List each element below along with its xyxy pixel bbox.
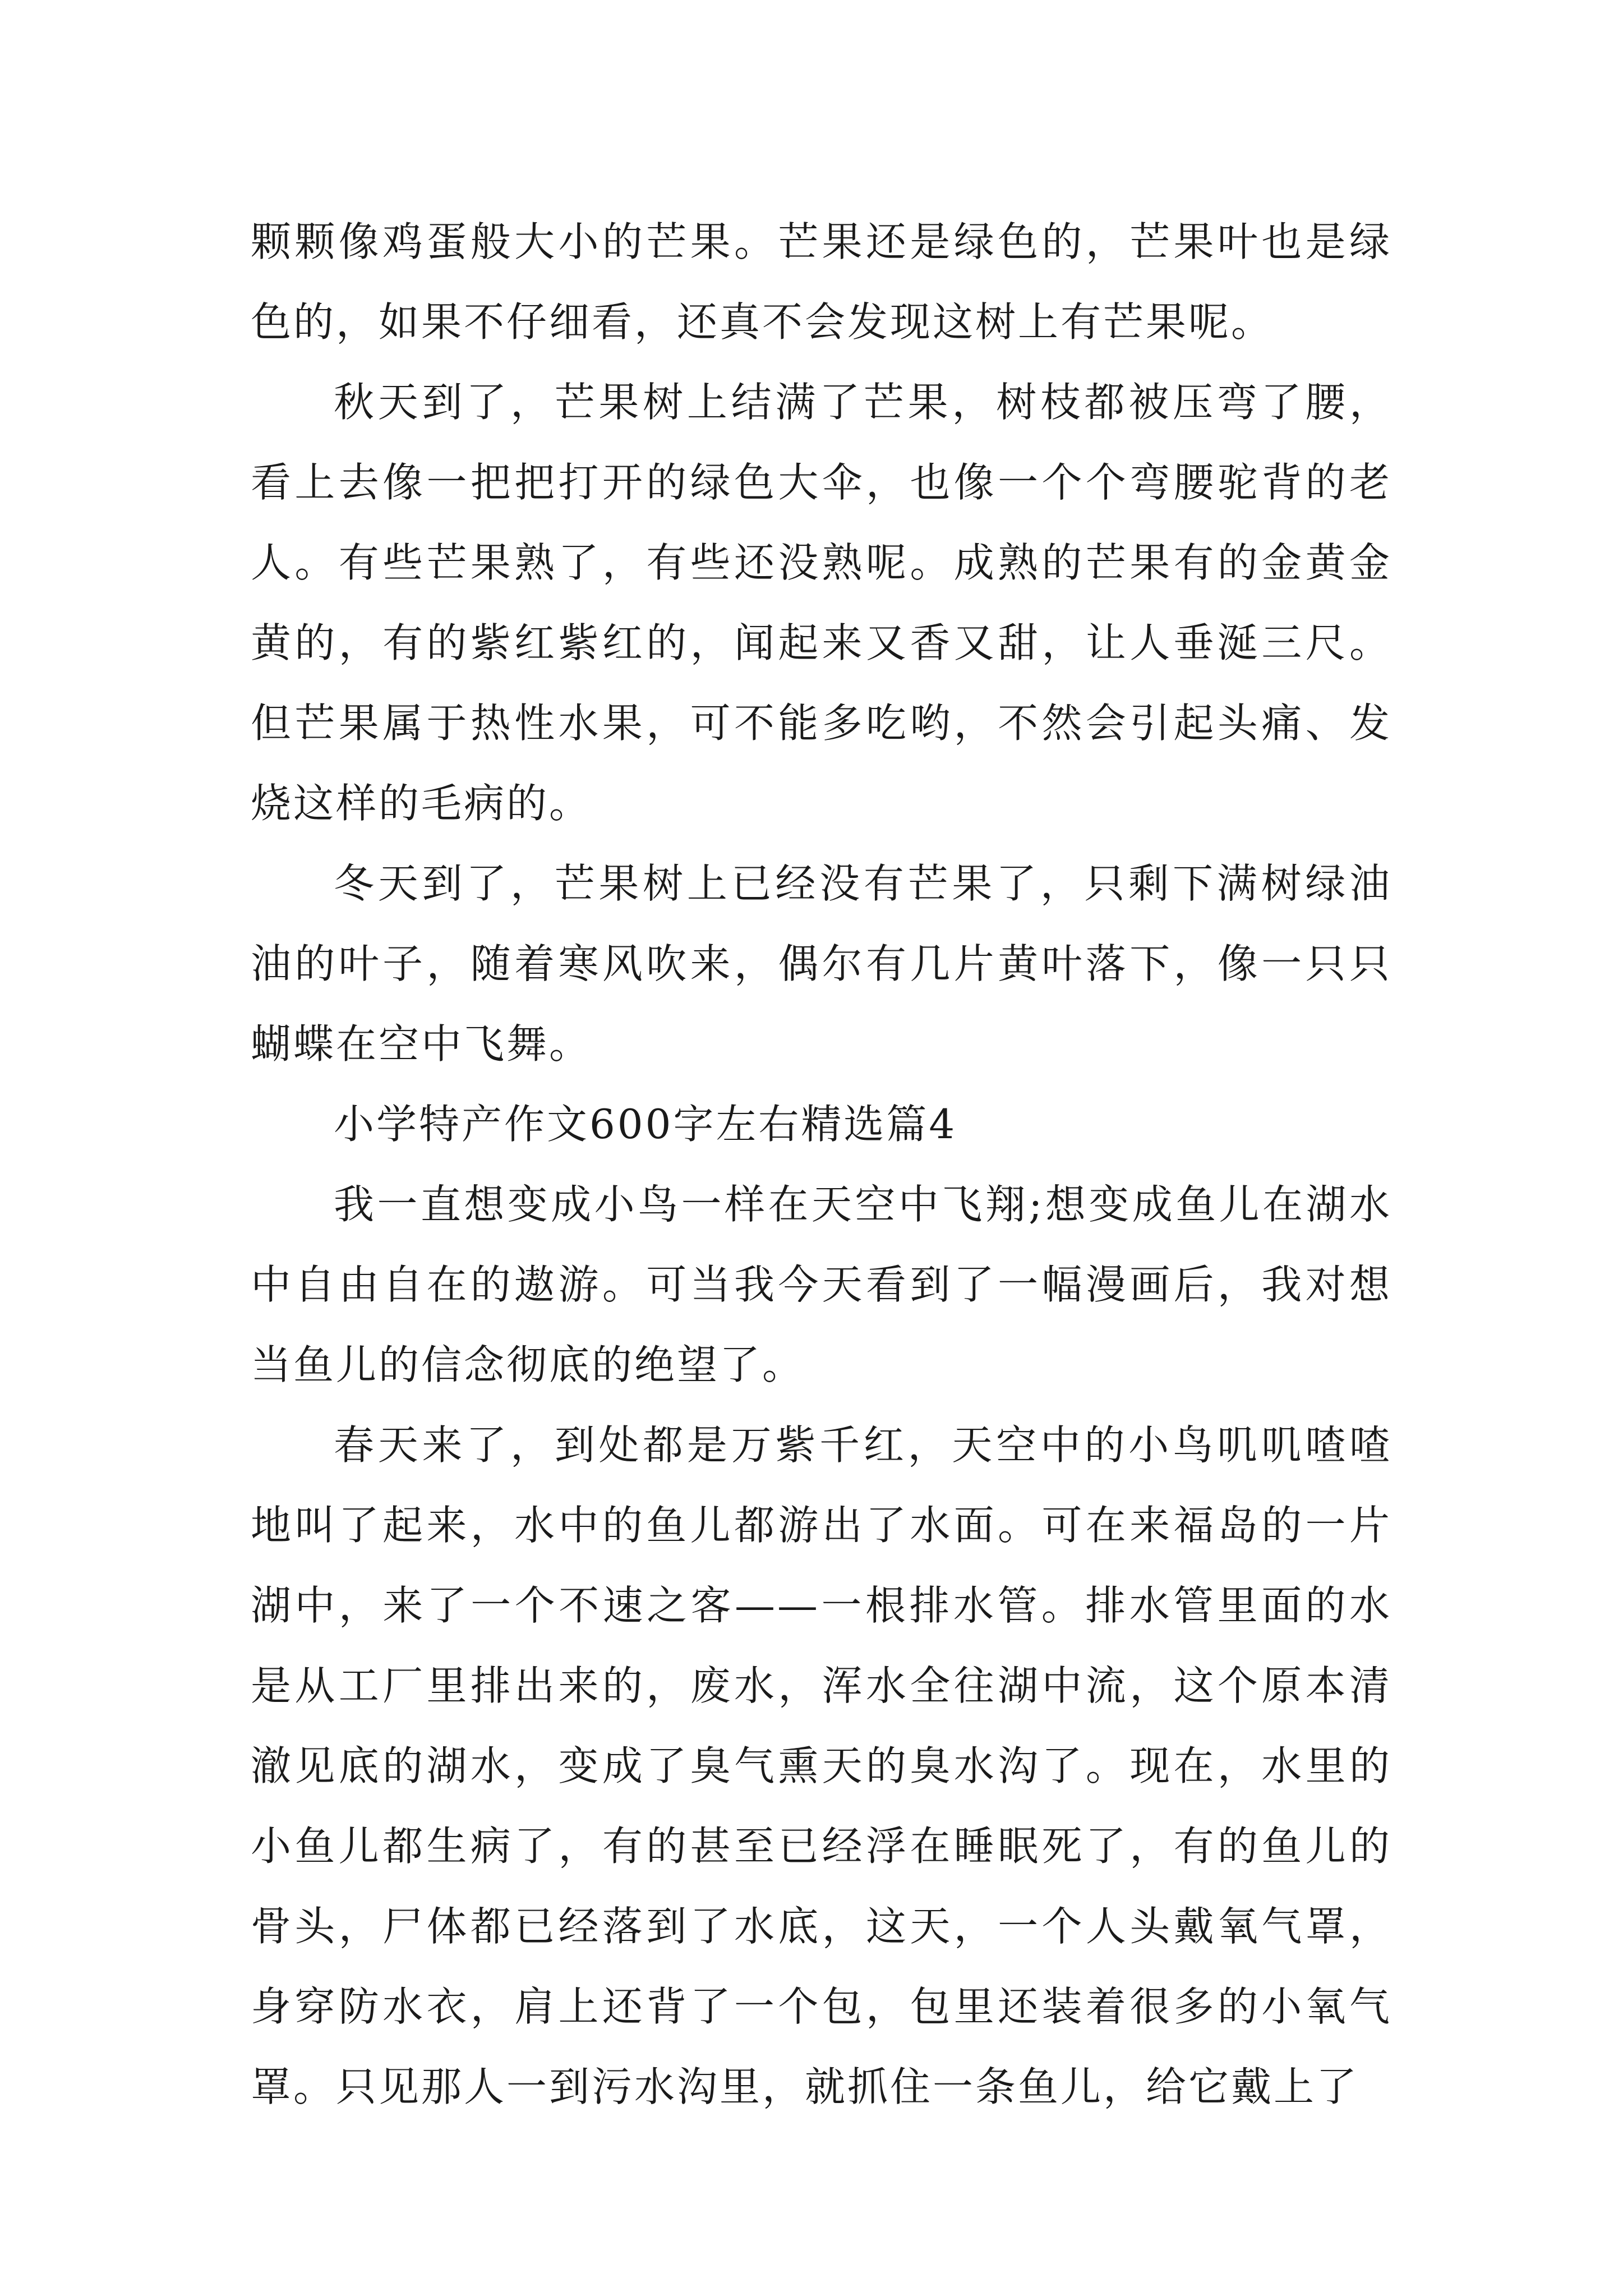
paragraph-polluted-lake: 春天来了，到处都是万紫千红，天空中的小鸟叽叽喳喳地叫了起来，水中的鱼儿都游出了水面。可在来福岛的一片湖中，来了一个不速之客——一根排水管。排水管里面的水是从工厂里排出来的，废水，浑水全往湖中流，这个原本清澈见底的湖水，变成了臭气熏天的臭水沟了。现在，水里的小鱼儿都生病了，有的甚至已经浮在睡眠死了，有的鱼儿的骨头，尸体都已经落到了水底，这天，一个人头戴氧气罩，身穿防水衣，肩上还背了一个包，包里还装着很多的小氧气罩。只见那人一到污水沟里，就抓住一条鱼儿，给它戴上了 xyxy=(251,1421,1392,2110)
paragraph-mango-winter: 冬天到了，芒果树上已经没有芒果了，只剩下满树绿油油的叶子，随着寒风吹来，偶尔有几片黄叶落下，像一只只蝴蝶在空中飞舞。 xyxy=(251,860,1392,1068)
section-heading: 小学特产作文600字左右精选篇4 xyxy=(334,1101,957,1148)
paragraph-mango-autumn: 秋天到了，芒果树上结满了芒果，树枝都被压弯了腰，看上去像一把把打开的绿色大伞，也像一个个弯腰驼背的老人。有些芒果熟了，有些还没熟呢。成熟的芒果有的金黄金黄的，有的紫红紫红的，闻起来又香又甜，让人垂涎三尺。但芒果属于热性水果，可不能多吃哟，不然会引起头痛、发烧这样的毛病的。 xyxy=(251,379,1392,827)
paragraph-mango-summer: 颗颗像鸡蛋般大小的芒果。芒果还是绿色的，芒果叶也是绿色的，如果不仔细看，还真不会发现这树上有芒果呢。 xyxy=(251,218,1392,346)
paragraph-bird-fish-dream: 我一直想变成小鸟一样在天空中飞翔;想变成鱼儿在湖水中自由自在的遨游。可当我今天看到了一幅漫画后，我对想当鱼儿的信念彻底的绝望了。 xyxy=(251,1181,1392,1388)
document-body xyxy=(251,202,1392,2127)
